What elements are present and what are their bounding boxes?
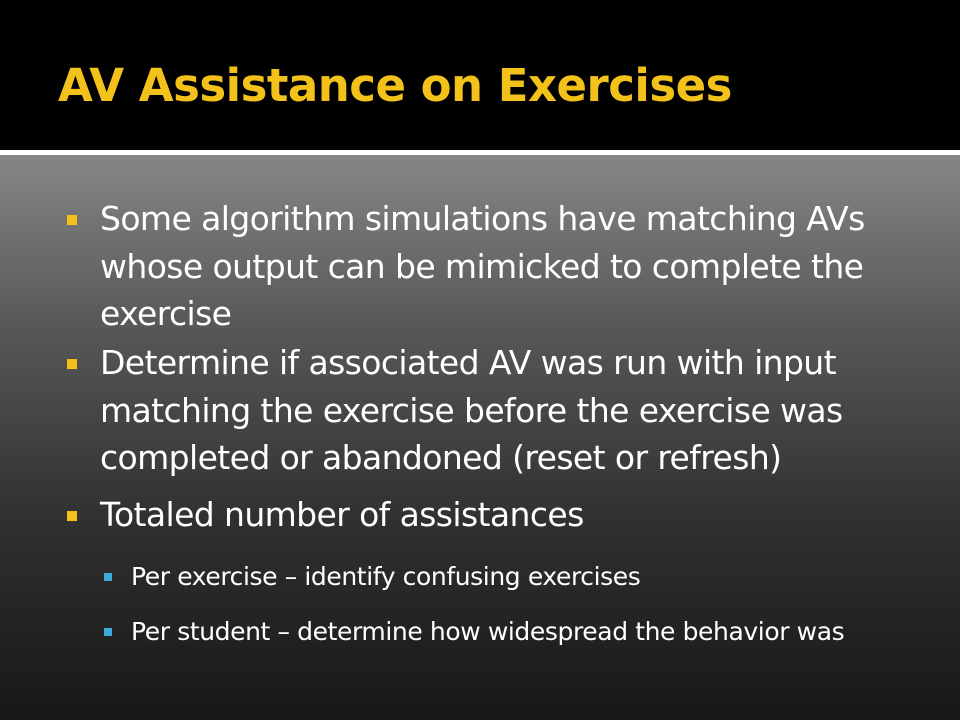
bullet-text: Totaled number of assistances <box>100 495 584 534</box>
square-sub-bullet-icon <box>104 628 112 636</box>
sub-bullet-item <box>131 556 931 598</box>
bullet-text: Per student – determine how widespread the behavior was <box>131 617 845 646</box>
bullet-text: Per exercise – identify confusing exercises <box>131 562 641 591</box>
slide-title: AV Assistance on Exercises <box>58 59 732 112</box>
bullet-item <box>100 195 940 338</box>
sub-bullet-item <box>131 611 931 653</box>
bullet-text: Determine if associated AV was run with input matching the exercise before the exercise was completed or abandoned (reset or refresh) <box>100 343 843 477</box>
square-bullet-icon <box>67 511 77 521</box>
bullet-item <box>100 491 940 539</box>
square-bullet-icon <box>67 215 77 225</box>
square-sub-bullet-icon <box>104 573 112 581</box>
bullet-item <box>100 339 940 482</box>
title-band <box>0 0 960 150</box>
bullet-text: Some algorithm simulations have matching AVs whose output can be mimicked to complete the exercise <box>100 199 865 333</box>
slide-body <box>0 155 960 720</box>
square-bullet-icon <box>67 359 77 369</box>
